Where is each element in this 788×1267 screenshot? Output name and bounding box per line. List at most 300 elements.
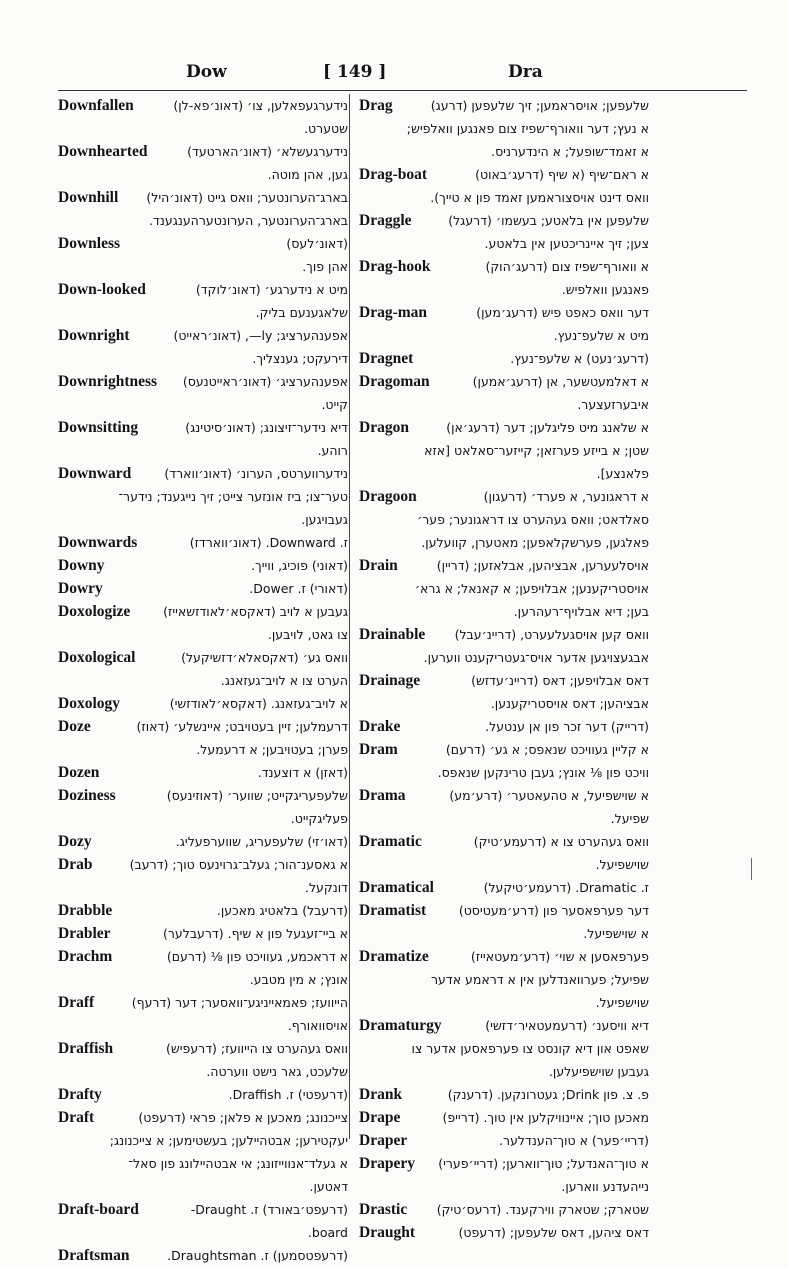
definition-text: א דאלמעטשער, אן (דרעג׳אמען): [472, 374, 649, 389]
entry-line: [58, 1083, 348, 1106]
headword: Drama: [359, 787, 406, 804]
entry-line: [359, 876, 649, 899]
definition-text: יעקטירען; אבטהיילען; בעשטימען; א צייכנונג;: [109, 1133, 348, 1148]
definition-text: נידערגעפאלען, צו׳ (דאונ׳פא-לן): [173, 98, 348, 113]
headword: Dozy: [58, 833, 92, 850]
headword: Doziness: [58, 787, 116, 804]
headword: Drastic: [359, 1201, 408, 1218]
definition-text: מיט א נידערגע׳ (דאונ׳לוקד): [195, 282, 348, 297]
definition-text: געבען א לויב (דאקסא׳לאודזשאייז): [163, 604, 348, 619]
dictionary-entry: [359, 715, 649, 738]
column-divider: [349, 94, 350, 1139]
entry-line: [359, 347, 649, 370]
entry-line: [359, 945, 649, 968]
entry-line: [359, 577, 649, 600]
definition-text: דאס אבלויפען; דאס (דריינ׳עדזש): [471, 673, 649, 688]
definition-text: ז. Downward. (דאונ׳ווארדז): [189, 535, 348, 550]
dictionary-entry: [58, 692, 348, 715]
entry-line: [58, 439, 348, 462]
definition-text: אבגעצויגען אדער אויס־געטריקענט ווערען.: [423, 650, 649, 665]
dictionary-entry: [58, 370, 348, 416]
headword: Downhearted: [58, 143, 148, 160]
definition-text: שוישפיעל.: [595, 995, 649, 1010]
headword: Dozen: [58, 764, 100, 781]
definition-text: א דראגונער, א פערד׳ (דרעגון): [483, 489, 649, 504]
entry-line: [359, 1083, 649, 1106]
entry-line: [359, 117, 649, 140]
entry-line: [359, 416, 649, 439]
definition-text: א שלאנג מיט פליגלען; דער (דרעג׳אן): [446, 420, 649, 435]
headword: Drainable: [359, 626, 426, 643]
entry-line: [58, 370, 348, 393]
entry-line: [58, 876, 348, 899]
headword: Draper: [359, 1132, 408, 1149]
headword: Drag: [359, 97, 393, 114]
entry-line: [359, 738, 649, 761]
left-column: [58, 94, 348, 1267]
headword: Draft: [58, 1109, 95, 1126]
dictionary-entry: [359, 163, 649, 209]
dictionary-entry: [58, 140, 348, 186]
headword: Drabler: [58, 925, 111, 942]
dictionary-entry: [359, 301, 649, 347]
dictionary-entry: [58, 324, 348, 370]
definition-text: פ. צ. פון Drink; געטרונקען. (דרענק): [447, 1087, 649, 1102]
dictionary-entry: [359, 485, 649, 554]
definition-text: אויסלעערען, אבציהען, אבלאזען; (דריין): [436, 558, 649, 573]
right-column: [359, 94, 649, 1244]
entry-line: [58, 554, 348, 577]
definition-text: נייהעדנע ווארען.: [561, 1179, 649, 1194]
definition-text: דיא וויסענ׳ (דרעמעטאיר׳דזשי): [485, 1018, 649, 1033]
definition-text: דער וואס כאפט פיש (דרעג׳מען): [476, 305, 649, 320]
entry-line: [359, 186, 649, 209]
headword: Dramaturgy: [359, 1017, 442, 1034]
definition-text: אפענהערציג׳ (דאונ׳ראייטנעס): [182, 374, 348, 389]
dictionary-entry: [359, 784, 649, 830]
entry-line: [359, 807, 649, 830]
definition-text: גען, אהן מוטה.: [267, 167, 348, 182]
dictionary-entry: [58, 1244, 348, 1267]
definition-text: (דרעבל) בלאטיג מאכען.: [216, 903, 348, 918]
definition-text: א שוישפיעל.: [583, 926, 649, 941]
right-guide-word: Dra: [508, 62, 543, 82]
headword: Drank: [359, 1086, 403, 1103]
definition-text: צען; זיך איינריכטען אין בלאטע.: [484, 236, 649, 251]
headword: Draff: [58, 994, 95, 1011]
entry-line: [58, 1198, 348, 1221]
entry-line: [359, 554, 649, 577]
definition-text: א קליין געוויכט שנאפס; א גע׳ (דרעם): [445, 742, 649, 757]
entry-line: [359, 1014, 649, 1037]
definition-text: שטן; א בייזע פערזאן; קייזער־סאלאט [אזא: [424, 443, 649, 458]
entry-line: [58, 807, 348, 830]
definition-text: בארג־הערונטער; וואס גייט (דאונ׳היל): [146, 190, 348, 205]
entry-line: [58, 209, 348, 232]
entry-line: [58, 715, 348, 738]
definition-text: (דרעפט׳באורד) ז. Draught-: [190, 1202, 348, 1217]
definition-text: דיא נידער־זיצונג; (דאונ׳סיטינג): [185, 420, 348, 435]
definition-text: שאפט און דיא קונסט צו פערפאסען אדער צו: [411, 1041, 649, 1056]
entry-line: [58, 232, 348, 255]
headword: Down-looked: [58, 281, 146, 298]
dictionary-entry: [359, 554, 649, 623]
definition-text: איבערזעצער.: [577, 397, 649, 412]
definition-text: אבציהען; דאס אויסטריקענען.: [490, 696, 649, 711]
entry-line: [58, 646, 348, 669]
entry-line: [58, 761, 348, 784]
dictionary-entry: [58, 1083, 348, 1106]
headword: Dowry: [58, 580, 103, 597]
page-header: [0, 62, 788, 86]
entry-line: [58, 1060, 348, 1083]
entry-line: [58, 186, 348, 209]
definition-text: רוהע.: [317, 443, 348, 458]
entry-line: [58, 1175, 348, 1198]
definition-text: שטארק; שטארק ווירקענד. (דרעס׳טיק): [436, 1202, 649, 1217]
headword: Drapery: [359, 1155, 415, 1172]
entry-line: [359, 324, 649, 347]
entry-line: [58, 416, 348, 439]
dictionary-entry: [359, 1152, 649, 1198]
entry-line: [58, 899, 348, 922]
entry-line: [359, 784, 649, 807]
dictionary-entry: [359, 370, 649, 416]
definition-text: דאס ציהען, דאס שלעפען; (דרעפט): [458, 1225, 649, 1240]
dictionary-entry: [359, 209, 649, 255]
headword: Dragoman: [359, 373, 430, 390]
entry-line: [58, 393, 348, 416]
entry-line: [359, 830, 649, 853]
entry-line: [359, 439, 649, 462]
entry-line: [359, 922, 649, 945]
dictionary-entry: [58, 416, 348, 462]
definition-text: נידערגעשלא׳ (דאונ׳הארטעד): [187, 144, 348, 159]
headword: Drafty: [58, 1086, 102, 1103]
headword: Dram: [359, 741, 398, 758]
dictionary-entry: [58, 715, 348, 761]
definition-text: וויכט פון ⅛ אונץ; געבן טרינקען שנאפס.: [437, 765, 649, 780]
definition-text: (דאונ׳לעס): [286, 236, 348, 251]
definition-text: צייכנונג; מאכען א פלאן; פראי (דרעפט): [138, 1110, 348, 1125]
definition-text: שלאגענעם בליק.: [255, 305, 348, 320]
definition-text: הייוועז; פאמאייניגע־וואסער; דער (דרעף): [131, 995, 348, 1010]
dictionary-entry: [359, 669, 649, 715]
definition-text: (דאזן) א דוצענד.: [257, 765, 348, 780]
dictionary-entry: [58, 830, 348, 853]
dictionary-entry: [58, 554, 348, 577]
headword: Downward: [58, 465, 132, 482]
dictionary-entry: [359, 830, 649, 876]
left-guide-word: Dow: [186, 62, 227, 82]
entry-line: [58, 1244, 348, 1267]
dictionary-entry: [359, 255, 649, 301]
dictionary-entry: [359, 1221, 649, 1244]
entry-line: [58, 600, 348, 623]
entry-line: [359, 301, 649, 324]
dictionary-entry: [359, 347, 649, 370]
definition-text: וואס געהערט צו א (דרעמע׳טיק): [473, 834, 649, 849]
definition-text: (דרעפטי) ז. Draffish.: [228, 1087, 348, 1102]
definition-text: א ביי־זעגעל פון א שיף. (דרעבלער): [162, 926, 348, 941]
dictionary-entry: [58, 278, 348, 324]
entry-line: [359, 1060, 649, 1083]
definition-text: (דרעג׳נעט) א שלעפ־נעץ.: [510, 351, 649, 366]
dictionary-entry: [58, 531, 348, 554]
definition-text: שלעפעריגקייט; שווער׳ (דאוזינעס): [166, 788, 348, 803]
headword: Draggle: [359, 212, 412, 229]
entry-line: [58, 968, 348, 991]
definition-text: א שוישפיעל, א טהעאטער׳ (דרע׳מע): [449, 788, 649, 803]
definition-text: אויסוואורף.: [287, 1018, 348, 1033]
page-number: [ 149 ]: [323, 62, 387, 82]
entry-line: [58, 784, 348, 807]
headword: Downwards: [58, 534, 138, 551]
definition-text: קייט.: [321, 397, 348, 412]
entry-line: [58, 462, 348, 485]
entry-line: [58, 1152, 348, 1175]
entry-line: [359, 1221, 649, 1244]
entry-line: [58, 301, 348, 324]
definition-text: א לויב־געזאנג. (דאקסא׳לאודזשי): [169, 696, 348, 711]
entry-line: [359, 163, 649, 186]
dictionary-entry: [359, 899, 649, 945]
headword: Drachm: [58, 948, 113, 965]
entry-line: [58, 508, 348, 531]
definition-text: דאטען.: [309, 1179, 348, 1194]
dictionary-entry: [359, 94, 649, 163]
entry-line: [58, 669, 348, 692]
definition-text: board.: [307, 1225, 348, 1240]
definition-text: הערט צו א לויב־געזאנג.: [220, 673, 348, 688]
entry-line: [58, 1129, 348, 1152]
dictionary-entry: [58, 600, 348, 646]
entry-line: [58, 623, 348, 646]
entry-line: [58, 347, 348, 370]
entry-line: [58, 140, 348, 163]
headword: Doxologize: [58, 603, 131, 620]
entry-line: [58, 577, 348, 600]
definition-text: בארג־הערונטער, הערונטערהענגענד.: [149, 213, 348, 228]
definition-text: א נעץ; דער וואורף־שפיז צום פאנגען וואלפיש;: [406, 121, 649, 136]
headword: Dramatist: [359, 902, 427, 919]
headword: Drab: [58, 856, 93, 873]
entry-line: [359, 899, 649, 922]
definition-text: (דאו׳זי) שלעפעריג, שווערפעליג.: [175, 834, 348, 849]
definition-text: שלעפען אין בלאטע; בעשמו׳ (דרעגל): [448, 213, 649, 228]
entry-line: [359, 646, 649, 669]
headword: Dramatical: [359, 879, 434, 896]
definition-text: (דרייק) דער זכר פון אן ענטעל.: [485, 719, 649, 734]
definition-text: נידערווערטס, הערונ׳ (דאונ׳ווארד): [164, 466, 348, 481]
headword: Drainage: [359, 672, 421, 689]
definition-text: אפענהערציג; ly—, (דאונ׳ראייט): [173, 328, 348, 343]
entry-line: [58, 1221, 348, 1244]
entry-line: [58, 94, 348, 117]
entry-line: [58, 692, 348, 715]
headword: Draffish: [58, 1040, 114, 1057]
entry-line: [359, 600, 649, 623]
entry-line: [359, 209, 649, 232]
headword: Downy: [58, 557, 105, 574]
definition-text: וואס דינט אויסצוראמען זאמד פון א טייך).: [430, 190, 649, 205]
dictionary-entry: [58, 1198, 348, 1244]
entry-line: [58, 1014, 348, 1037]
dictionary-entry: [58, 577, 348, 600]
definition-text: פלאנצע].: [596, 466, 649, 481]
dictionary-entry: [359, 876, 649, 899]
dictionary-entry: [359, 1198, 649, 1221]
entry-line: [359, 1106, 649, 1129]
definition-text: פערפאסען א שוי׳ (דרע׳מעטאייז): [470, 949, 649, 964]
definition-text: דירעקט; גענצליך.: [252, 351, 348, 366]
dictionary-entry: [359, 623, 649, 669]
definition-text: פערן; בעטויבען; א דרעמעל.: [196, 742, 348, 757]
entry-line: [58, 830, 348, 853]
definition-text: מאכען טוך; איינוויקלען אין טוך. (דרייפ): [442, 1110, 649, 1125]
headword: Drag-boat: [359, 166, 428, 183]
definition-text: צו גאט, לויבען.: [267, 627, 348, 642]
definition-text: וואס גע׳ (דאקסאלא׳דזשיקעל): [181, 650, 348, 665]
dictionary-entry: [58, 186, 348, 232]
dictionary-entry: [58, 991, 348, 1037]
definition-text: סאלדאט; וואס געהערט צו דראגונער; פער׳: [417, 512, 649, 527]
definition-text: א ראם־שיף (א שיף (דרעג׳באוט): [475, 167, 649, 182]
headword: Downsitting: [58, 419, 139, 436]
definition-text: שלעפען; אויסראמען; זיך שלעפען (דרעג): [430, 98, 649, 113]
entry-line: [359, 991, 649, 1014]
headword: Drag-hook: [359, 258, 431, 275]
headword: Dramatize: [359, 948, 429, 965]
headword: Downless: [58, 235, 121, 252]
entry-line: [359, 1129, 649, 1152]
entry-line: [359, 278, 649, 301]
headword: Draught: [359, 1224, 415, 1241]
definition-text: (דאורי) ז. Dower.: [249, 581, 348, 596]
entry-line: [359, 1152, 649, 1175]
definition-text: א דראכמע, געוויכט פון ⅛ (דרעם): [166, 949, 348, 964]
definition-text: א וואורף־שפיז צום (דרעג׳הוק): [485, 259, 649, 274]
dictionary-entry: [58, 945, 348, 991]
dictionary-entry: [58, 94, 348, 140]
entry-line: [359, 531, 649, 554]
definition-text: אויסטריקענען; אבלויפען; א קאנאל; א גרא׳: [414, 581, 649, 596]
definition-text: דרעמלען; זיין בעטויבט; איינשלע׳ (דאוז): [136, 719, 348, 734]
definition-text: פאנגען וואלפיש.: [561, 282, 649, 297]
dictionary-entry: [58, 646, 348, 692]
dictionary-entry: [58, 1106, 348, 1198]
definition-text: אונץ; א מין מטבע.: [249, 972, 348, 987]
entry-line: [359, 1198, 649, 1221]
entry-line: [58, 991, 348, 1014]
definition-text: אהן פוך.: [302, 259, 348, 274]
entry-line: [58, 324, 348, 347]
definition-text: בען; דיא אבלויף־רעהרען.: [513, 604, 649, 619]
entry-line: [58, 117, 348, 140]
definition-text: שוישפיעל.: [595, 857, 649, 872]
headword: Downhill: [58, 189, 119, 206]
headword: Doxological: [58, 649, 136, 666]
entry-line: [58, 531, 348, 554]
headword: Draft-board: [58, 1201, 139, 1218]
entry-line: [58, 922, 348, 945]
headword: Doxology: [58, 695, 120, 712]
entry-line: [359, 1175, 649, 1198]
entry-line: [58, 853, 348, 876]
entry-line: [359, 393, 649, 416]
entry-line: [58, 1037, 348, 1060]
dictionary-entry: [359, 1083, 649, 1106]
entry-line: [359, 370, 649, 393]
dictionary-entry: [58, 853, 348, 899]
entry-line: [58, 163, 348, 186]
definition-text: דונקעל.: [304, 880, 348, 895]
scan-mark: [751, 858, 752, 880]
definition-text: וואס קען אויסגעלעערט, (דריינ׳עבל): [454, 627, 649, 642]
dictionary-entry: [359, 738, 649, 784]
headword: Drake: [359, 718, 401, 735]
headword: Downfallen: [58, 97, 134, 114]
headword: Downright: [58, 327, 130, 344]
headword: Drabble: [58, 902, 113, 919]
headword: Doze: [58, 718, 91, 735]
dictionary-entry: [359, 1106, 649, 1129]
entry-line: [359, 232, 649, 255]
headword: Dramatic: [359, 833, 422, 850]
definition-text: פאלגען, פערשקלאפען; מאטערן, קוועלען.: [421, 535, 649, 550]
definition-text: געבויגען.: [301, 512, 348, 527]
definition-text: וואס געהערט צו הייוועז; (דרעפיש): [166, 1041, 348, 1056]
entry-line: [58, 738, 348, 761]
definition-text: ז. Dramatic. (דרעמע׳טיקעל): [483, 880, 649, 895]
dictionary-entry: [58, 899, 348, 922]
dictionary-entry: [359, 416, 649, 485]
definition-text: שפיעל.: [610, 811, 649, 826]
definition-text: א גאסענ־הור; געלב־גרוינעס טוך; (דרעב): [129, 857, 348, 872]
entry-line: [359, 140, 649, 163]
definition-text: א געלד־אנווייזונג; אי אבטהיילונג פון סאל־: [128, 1156, 348, 1171]
entry-line: [58, 1106, 348, 1129]
entry-line: [58, 255, 348, 278]
entry-line: [359, 761, 649, 784]
entry-line: [359, 853, 649, 876]
headword: Downrightness: [58, 373, 158, 390]
headword: Dragoon: [359, 488, 417, 505]
entry-line: [359, 485, 649, 508]
entry-line: [58, 278, 348, 301]
definition-text: א זאמד־שופעל; א הינדערניס.: [491, 144, 649, 159]
definition-text: (דאוני) פוכיג, ווייך.: [251, 558, 348, 573]
definition-text: געבען שוישפיעלען.: [548, 1064, 649, 1079]
entry-line: [359, 715, 649, 738]
entry-line: [359, 669, 649, 692]
entry-line: [359, 968, 649, 991]
definition-text: שלעכט, גאר נישט ווערטה.: [206, 1064, 348, 1079]
definition-text: טער־צו; ביז אונזער צייט; זיך נייגענד; נידער־: [118, 489, 348, 504]
headword: Draftsman: [58, 1247, 130, 1264]
entry-line: [359, 255, 649, 278]
entry-line: [359, 94, 649, 117]
entry-line: [359, 1037, 649, 1060]
dictionary-entry: [58, 922, 348, 945]
dictionary-entry: [58, 761, 348, 784]
dictionary-entry: [359, 945, 649, 1014]
definition-text: (דרעפטסמען) ז. Draughtsman.: [167, 1248, 348, 1263]
dictionary-entry: [58, 232, 348, 278]
dictionary-entry: [58, 1037, 348, 1083]
header-rule: [58, 90, 747, 91]
dictionary-entry: [58, 462, 348, 531]
